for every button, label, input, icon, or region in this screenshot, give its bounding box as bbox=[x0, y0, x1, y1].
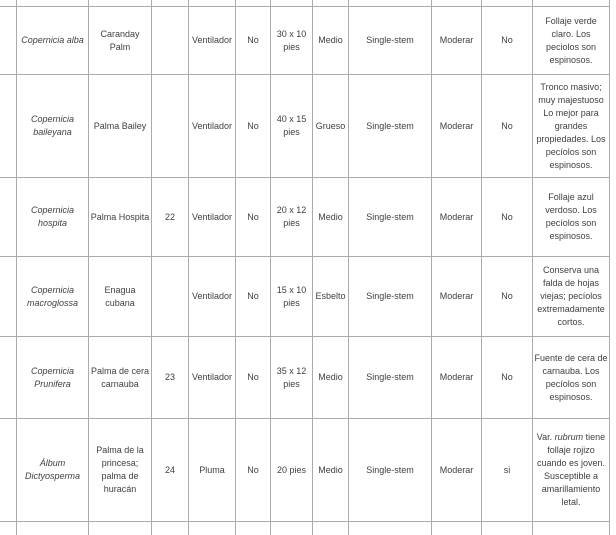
cell-flag-b: No bbox=[482, 7, 533, 75]
cell-leaf-form: Ventilador bbox=[189, 257, 236, 337]
cell-leaf-form: Ventilador bbox=[189, 178, 236, 257]
cropped-cell bbox=[271, 0, 313, 7]
comment-variety-name: rubrum bbox=[554, 432, 584, 442]
cell-comments bbox=[533, 419, 610, 522]
cell-scientific-name: Copernicia macroglossa bbox=[17, 257, 89, 337]
cell-growth: Moderar bbox=[432, 337, 482, 419]
cell-trunk: Esbelto bbox=[313, 257, 349, 337]
cell-stem-type: Single-stem bbox=[349, 257, 432, 337]
cropped-cell bbox=[189, 0, 236, 7]
cell-flag-a: No bbox=[236, 257, 271, 337]
cell-number: 23 bbox=[152, 337, 189, 419]
cropped-row-bottom bbox=[0, 522, 610, 535]
cell-leaf-form: Ventilador bbox=[189, 7, 236, 75]
cell-number: 24 bbox=[152, 419, 189, 522]
cropped-cell bbox=[432, 0, 482, 7]
cell-flag-b: No bbox=[482, 75, 533, 178]
table-row bbox=[0, 7, 610, 75]
cell-common-name: Palma de cera carnauba bbox=[89, 337, 152, 419]
cell-flag-a: No bbox=[236, 75, 271, 178]
cell-scientific-name: Copernicia hospita bbox=[17, 178, 89, 257]
cropped-cell bbox=[313, 522, 349, 535]
cell-comments: Follaje verde claro. Los peciolos son espinosos. bbox=[533, 7, 610, 75]
cell-scientific-name: Copernicia alba bbox=[17, 7, 89, 75]
cell-flag-b: No bbox=[482, 337, 533, 419]
cropped-cell bbox=[89, 0, 152, 7]
cropped-cell bbox=[17, 0, 89, 7]
cell-common-name: Palma de la princesa; palma de huracán bbox=[89, 419, 152, 522]
cropped-cell bbox=[533, 0, 610, 7]
comment-text: tiene follaje rojizo cuando es joven. Susceptible a amarillamiento letal. bbox=[536, 432, 606, 507]
cropped-column-cell bbox=[0, 7, 17, 75]
cropped-cell bbox=[349, 522, 432, 535]
cropped-column-cell bbox=[0, 257, 17, 337]
cell-flag-b: No bbox=[482, 178, 533, 257]
cell-growth: Moderar bbox=[432, 75, 482, 178]
cropped-cell bbox=[482, 522, 533, 535]
cropped-cell bbox=[313, 0, 349, 7]
cell-trunk: Medio bbox=[313, 178, 349, 257]
cell-flag-b: No bbox=[482, 257, 533, 337]
cell-flag-a: No bbox=[236, 178, 271, 257]
cell-flag-a: No bbox=[236, 419, 271, 522]
cell-stem-type: Single-stem bbox=[349, 75, 432, 178]
cropped-cell bbox=[0, 522, 17, 535]
cropped-cell bbox=[189, 522, 236, 535]
cell-growth: Moderar bbox=[432, 419, 482, 522]
cell-number: 22 bbox=[152, 178, 189, 257]
cell-growth: Moderar bbox=[432, 257, 482, 337]
cell-scientific-name: Copernicia baileyana bbox=[17, 75, 89, 178]
cell-flag-a: No bbox=[236, 337, 271, 419]
cell-common-name: Enagua cubana bbox=[89, 257, 152, 337]
cell-comments: Tronco masivo; muy majestuoso Lo mejor para grandes propiedades. Los pecíolos son espinosos. bbox=[533, 75, 610, 178]
cell-leaf-form: Ventilador bbox=[189, 337, 236, 419]
cell-number bbox=[152, 75, 189, 178]
cropped-cell bbox=[89, 522, 152, 535]
cropped-row-top bbox=[0, 0, 610, 7]
cell-growth: Moderar bbox=[432, 7, 482, 75]
cell-growth: Moderar bbox=[432, 178, 482, 257]
cell-trunk: Medio bbox=[313, 337, 349, 419]
cropped-cell bbox=[236, 522, 271, 535]
cropped-cell bbox=[236, 0, 271, 7]
cell-stem-type: Single-stem bbox=[349, 337, 432, 419]
cell-stem-type: Single-stem bbox=[349, 419, 432, 522]
cell-comments: Follaje azul verdoso. Los pecíolos son espinosos. bbox=[533, 178, 610, 257]
cell-comments: Conserva una falda de hojas viejas; pecíolos extremadamente cortos. bbox=[533, 257, 610, 337]
cropped-column-cell bbox=[0, 75, 17, 178]
cropped-cell bbox=[0, 0, 17, 7]
cell-number bbox=[152, 257, 189, 337]
cell-flag-a: No bbox=[236, 7, 271, 75]
cropped-cell bbox=[152, 522, 189, 535]
cell-size: 15 x 10 pies bbox=[271, 257, 313, 337]
cell-trunk: Grueso bbox=[313, 75, 349, 178]
cell-scientific-name: Copernicia Prunifera bbox=[17, 337, 89, 419]
cropped-cell bbox=[271, 522, 313, 535]
cell-stem-type: Single-stem bbox=[349, 178, 432, 257]
cropped-column-cell bbox=[0, 419, 17, 522]
cell-comments: Fuente de cera de carnauba. Los pecíolos son espinosos. bbox=[533, 337, 610, 419]
cell-common-name: Caranday Palm bbox=[89, 7, 152, 75]
cell-leaf-form: Pluma bbox=[189, 419, 236, 522]
cropped-cell bbox=[17, 522, 89, 535]
cell-common-name: Palma Bailey bbox=[89, 75, 152, 178]
cell-size: 20 x 12 pies bbox=[271, 178, 313, 257]
cropped-cell bbox=[432, 522, 482, 535]
cell-flag-b: si bbox=[482, 419, 533, 522]
table-row bbox=[0, 178, 610, 257]
comment-text: Var. bbox=[536, 432, 555, 442]
cropped-column-cell bbox=[0, 337, 17, 419]
cell-number bbox=[152, 7, 189, 75]
table-row bbox=[0, 257, 610, 337]
cell-size: 40 x 15 pies bbox=[271, 75, 313, 178]
cell-scientific-name: Álbum Dictyosperma bbox=[17, 419, 89, 522]
table-row bbox=[0, 419, 610, 522]
table-row bbox=[0, 75, 610, 178]
cropped-cell bbox=[349, 0, 432, 7]
cropped-cell bbox=[482, 0, 533, 7]
cell-trunk: Medio bbox=[313, 7, 349, 75]
cell-common-name: Palma Hospita bbox=[89, 178, 152, 257]
cell-size: 20 pies bbox=[271, 419, 313, 522]
cell-stem-type: Single-stem bbox=[349, 7, 432, 75]
cropped-cell bbox=[533, 522, 610, 535]
cell-leaf-form: Ventilador bbox=[189, 75, 236, 178]
cropped-column-cell bbox=[0, 178, 17, 257]
cell-size: 30 x 10 pies bbox=[271, 7, 313, 75]
cell-trunk: Medio bbox=[313, 419, 349, 522]
table-row bbox=[0, 337, 610, 419]
cropped-cell bbox=[152, 0, 189, 7]
cell-size: 35 x 12 pies bbox=[271, 337, 313, 419]
